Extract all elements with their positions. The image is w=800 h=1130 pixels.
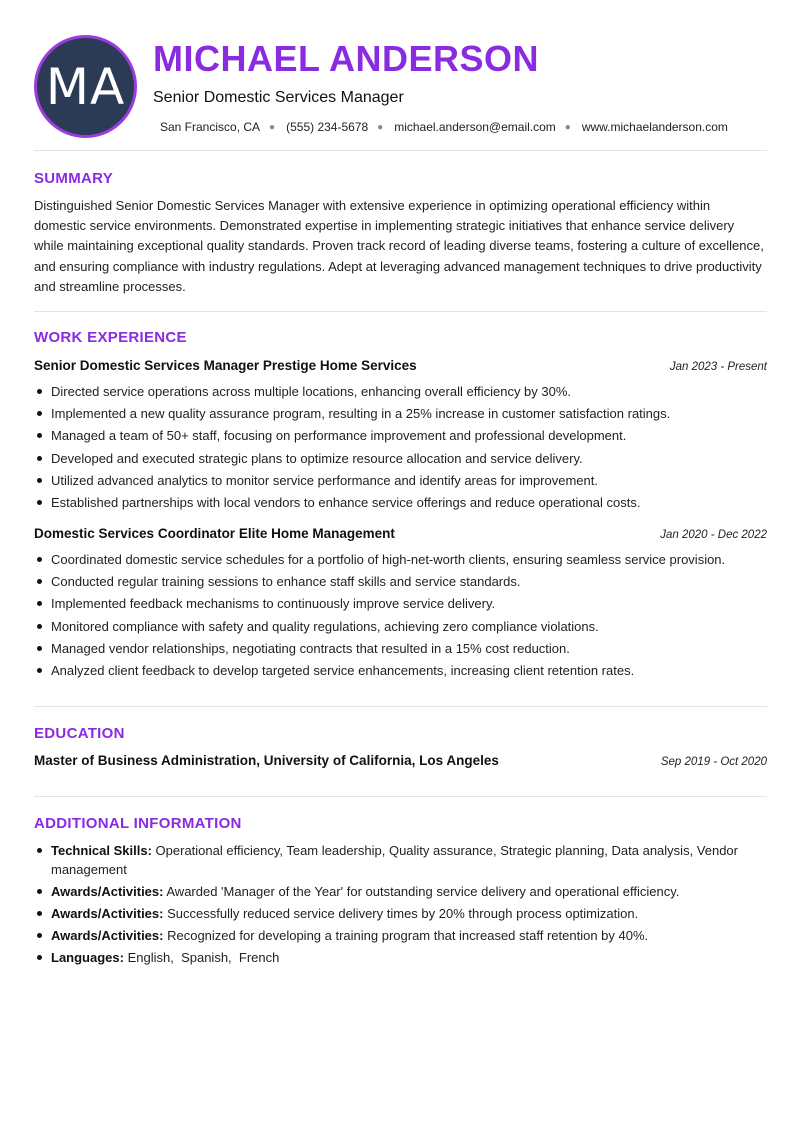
list-item: Implemented feedback mechanisms to continuously improve service delivery. bbox=[34, 594, 767, 616]
list-item: Managed vendor relationships, negotiating contracts that resulted in a 15% cost reduction. bbox=[34, 639, 767, 661]
candidate-title: Senior Domestic Services Manager bbox=[153, 89, 404, 106]
info-label: Awards/Activities: bbox=[51, 883, 164, 899]
list-item: Developed and executed strategic plans to optimize resource allocation and service delivery. bbox=[34, 449, 767, 471]
info-text: English, Spanish, French bbox=[127, 950, 280, 965]
contact-bar bbox=[160, 120, 728, 134]
job-role: Domestic Services Coordinator Elite Home Management bbox=[34, 526, 395, 541]
resume-header bbox=[0, 0, 800, 150]
job-bullets bbox=[34, 550, 767, 683]
list-item bbox=[34, 927, 760, 946]
info-label: Awards/Activities: bbox=[51, 905, 164, 921]
divider bbox=[34, 311, 767, 312]
contact-location: San Francisco, CA bbox=[160, 120, 261, 134]
info-text: Recognized for developing a training program that increased staff retention by 40%. bbox=[167, 927, 649, 943]
contact-email[interactable]: michael.anderson@email.com bbox=[394, 120, 556, 134]
separator-dot: ● bbox=[269, 121, 276, 133]
info-text: Awarded 'Manager of the Year' for outstanding service delivery and operational efficiency. bbox=[166, 883, 680, 899]
list-item: Utilized advanced analytics to monitor service performance and identify areas for improvement. bbox=[34, 471, 767, 493]
info-text: Successfully reduced service delivery times by 20% through process optimization. bbox=[167, 905, 639, 921]
list-item bbox=[34, 883, 760, 902]
summary-text: Distinguished Senior Domestic Services Manager with extensive experience in optimizing operational efficiency within domestic service environments. Demonstrated expertise in implementing strategic initiatives that enhance service delivery while maintaining exceptional quality standards. Proven track record of leading diverse teams, fostering a culture of excellence, and ensuring compliance with industry regulations. Adept at leveraging advanced management techniques to drive productivity and streamline processes. bbox=[34, 198, 764, 294]
list-item bbox=[34, 842, 760, 879]
info-label: Languages: bbox=[51, 950, 124, 965]
separator-dot: ● bbox=[564, 121, 571, 133]
additional-list bbox=[34, 842, 760, 971]
info-label: Awards/Activities: bbox=[51, 927, 164, 943]
job-header bbox=[34, 526, 767, 541]
list-item bbox=[34, 905, 760, 924]
list-item: Conducted regular training sessions to enhance staff skills and service standards. bbox=[34, 572, 767, 594]
summary-heading: SUMMARY bbox=[34, 170, 114, 187]
job-dates: Jan 2020 - Dec 2022 bbox=[660, 529, 767, 541]
education-dates: Sep 2019 - Oct 2020 bbox=[660, 756, 767, 768]
education-degree: Master of Business Administration, University of California, Los Angeles bbox=[34, 753, 499, 768]
job-role: Senior Domestic Services Manager Prestige Home Services bbox=[34, 358, 417, 373]
avatar bbox=[34, 35, 137, 138]
avatar-initials: MA bbox=[45, 57, 126, 116]
info-label: Technical Skills: bbox=[51, 843, 152, 858]
info-text: Operational efficiency, Team leadership, Quality assurance, Strategic planning, Data analysis, Vendor management bbox=[51, 843, 738, 877]
education-entry bbox=[34, 753, 767, 768]
list-item: Monitored compliance with safety and quality regulations, achieving zero compliance violations. bbox=[34, 617, 767, 639]
divider bbox=[34, 796, 767, 797]
contact-website[interactable]: www.michaelanderson.com bbox=[581, 120, 728, 134]
list-item: Implemented a new quality assurance program, resulting in a 25% increase in customer satisfaction ratings. bbox=[34, 404, 767, 426]
divider bbox=[34, 706, 767, 707]
list-item: Established partnerships with local vendors to enhance service offerings and reduce operational costs. bbox=[34, 493, 767, 515]
job-bullets bbox=[34, 382, 767, 515]
separator-dot: ● bbox=[377, 121, 384, 133]
job-header bbox=[34, 358, 767, 373]
list-item: Analyzed client feedback to develop targeted service enhancements, increasing client retention rates. bbox=[34, 661, 767, 683]
list-item: Directed service operations across multiple locations, enhancing overall efficiency by 30%. bbox=[34, 382, 767, 404]
experience-heading: WORK EXPERIENCE bbox=[34, 329, 187, 346]
list-item bbox=[34, 949, 760, 968]
divider bbox=[34, 150, 767, 151]
candidate-name: MICHAEL ANDERSON bbox=[153, 38, 540, 79]
additional-heading: ADDITIONAL INFORMATION bbox=[34, 815, 242, 832]
list-item: Managed a team of 50+ staff, focusing on performance improvement and professional development. bbox=[34, 426, 767, 448]
contact-phone[interactable]: (555) 234-5678 bbox=[286, 120, 369, 134]
list-item: Coordinated domestic service schedules for a portfolio of high-net-worth clients, ensuring seamless service provision. bbox=[34, 550, 767, 572]
job-dates: Jan 2023 - Present bbox=[669, 361, 767, 373]
education-heading: EDUCATION bbox=[34, 725, 125, 742]
